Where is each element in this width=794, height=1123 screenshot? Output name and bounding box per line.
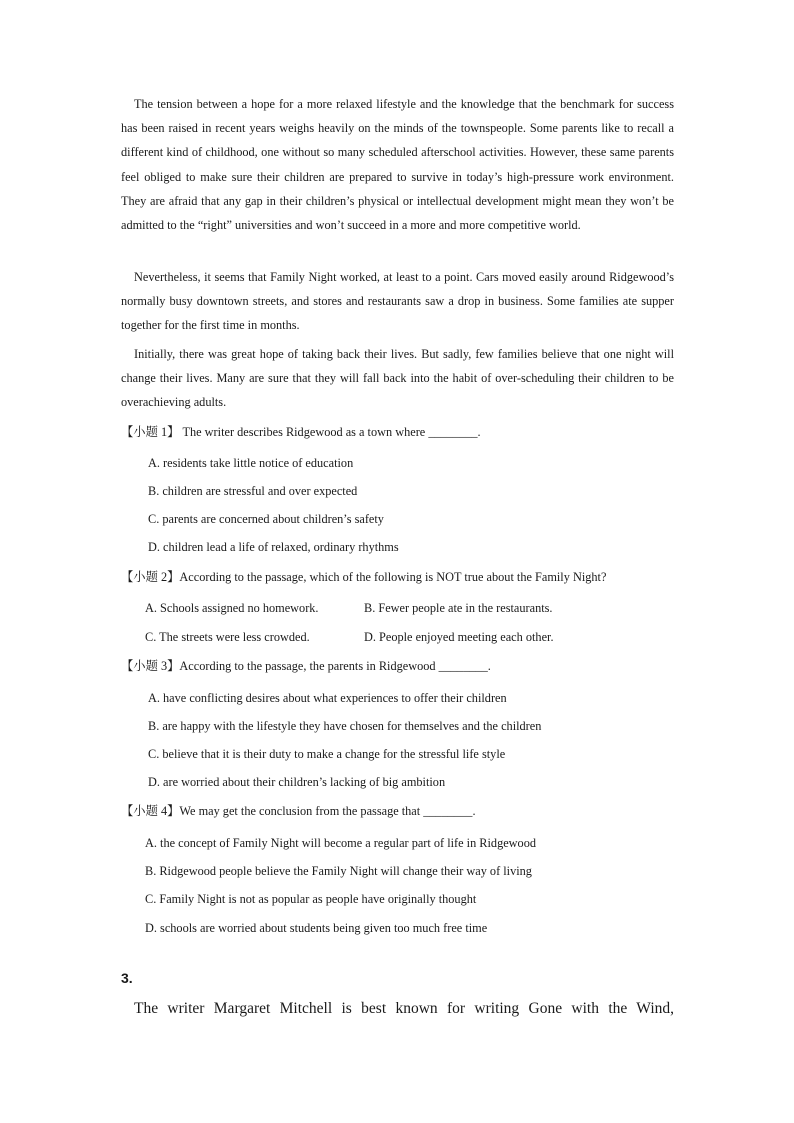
question-1-option-c: C. parents are concerned about children’s safety: [148, 512, 384, 526]
question-4-stem: 【小题 4】We may get the conclusion from the passage that ________.: [121, 804, 476, 818]
question-1-option-a: A. residents take little notice of education: [148, 456, 354, 470]
question-4-option-a: A. the concept of Family Night will become a regular part of life in Ridgewood: [145, 836, 537, 850]
question-2-option-a: A. Schools assigned no homework.: [145, 601, 319, 615]
passage-paragraph-1: The tension between a hope for a more relaxed lifestyle and the knowledge that the benchmark for success has been raised in recent years weighs heavily on the minds of the townspeople. Some parents like to recall a different kind of childhood, one without so many scheduled afterschool activities. However, these same parents feel obliged to make sure their children are prepared to survive in today’s high-pressure work environment. They are afraid that any gap in their children’s physical or intellectual development might mean they won’t be admitted to the “right” universities and won’t succeed in a more and more competitive world.: [121, 97, 674, 233]
question-3-option-b: B. are happy with the lifestyle they have chosen for themselves and the children: [148, 719, 542, 733]
question-4-option-c: C. Family Night is not as popular as people have originally thought: [145, 892, 477, 906]
question-2-option-b: B. Fewer people ate in the restaurants.: [364, 601, 553, 615]
question-1-option-b: B. children are stressful and over expected: [148, 484, 358, 498]
question-2-stem: 【小题 2】According to the passage, which of the following is NOT true about the Family Night?: [121, 570, 607, 584]
question-2-options-row-2: [145, 629, 685, 645]
question-4-option-d: D. schools are worried about students being given too much free time: [145, 921, 488, 935]
question-1-stem: 【小题 1】 The writer describes Ridgewood as a town where ________.: [121, 425, 481, 439]
passage-paragraph-3: Initially, there was great hope of taking back their lives. But sadly, few families believe that one night will change their lives. Many are sure that they will fall back into the habit of over-scheduling their children to be overachieving adults.: [121, 347, 674, 410]
next-passage-first-line: The writer Margaret Mitchell is best known for writing Gone with the Wind,: [134, 1000, 674, 1017]
section-number: 3.: [121, 970, 133, 986]
question-2-options-row-1: [145, 600, 685, 616]
question-2-option-d: D. People enjoyed meeting each other.: [364, 630, 554, 644]
question-2-option-c: C. The streets were less crowded.: [145, 630, 310, 644]
question-3-option-c: C. believe that it is their duty to make a change for the stressful life style: [148, 747, 506, 761]
question-4-option-b: B. Ridgewood people believe the Family Night will change their way of living: [145, 864, 532, 878]
question-1-option-d: D. children lead a life of relaxed, ordinary rhythms: [148, 540, 399, 554]
passage-paragraph-2: Nevertheless, it seems that Family Night worked, at least to a point. Cars moved easily around Ridgewood’s normally busy downtown streets, and stores and restaurants saw a drop in business. Some families ate supper together for the first time in months.: [121, 270, 674, 333]
question-3-stem: 【小题 3】According to the passage, the parents in Ridgewood ________.: [121, 659, 491, 673]
question-3-option-d: D. are worried about their children’s lacking of big ambition: [148, 775, 446, 789]
question-3-option-a: A. have conflicting desires about what experiences to offer their children: [148, 691, 507, 705]
